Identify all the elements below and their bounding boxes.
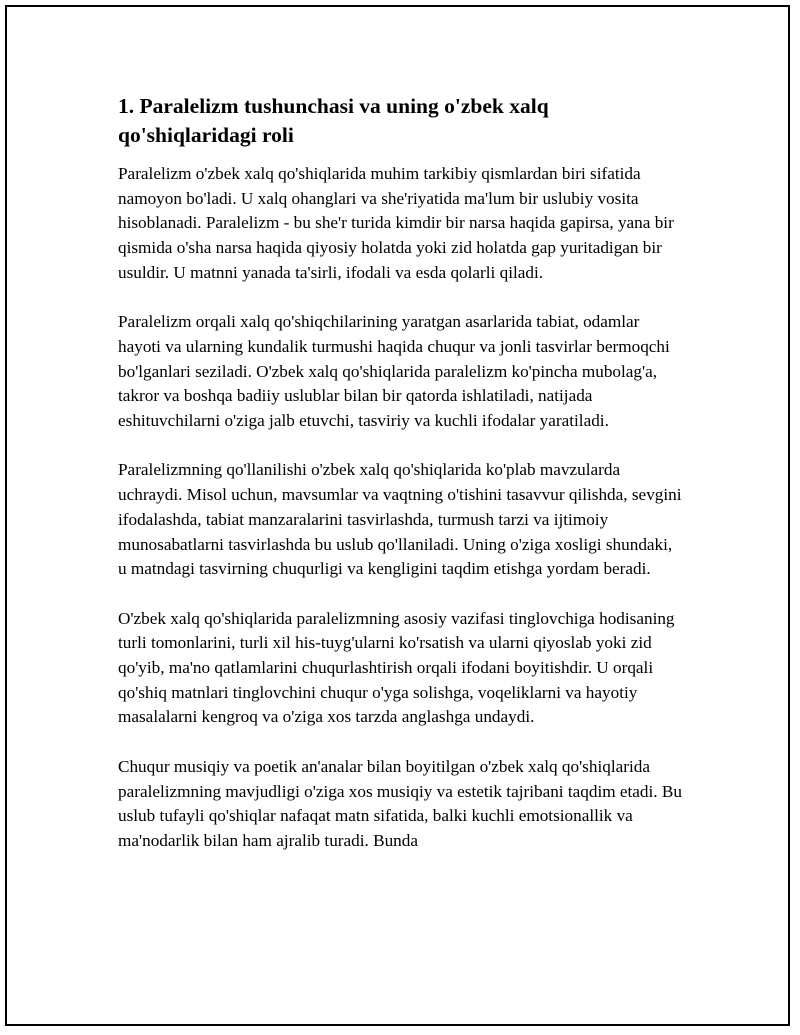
paragraph-3: Paralelizmning qo'llanilishi o'zbek xalq qo'shiqlarida ko'plab mavzularda uchraydi. Misol uchun, mavsumlar va vaqtning o'tishini tasavvur qilishda, sevgini ifodalashda, tabiat manzaralarini tasvirlashda, turmush tarzi va ijtimoiy munosabatlarni tasvirlashda bu uslub qo'llaniladi. Uning o'ziga xosligi shundaki, u matndagi tasvirning chuqurligi va kengligini taqdim etishga yordam beradi. [118, 460, 682, 579]
section-title: 1. Paralelizm tushunchasi va uning o'zbek xalq qo'shiqlaridagi roli [118, 94, 549, 147]
paragraph-1: Paralelizm o'zbek xalq qo'shiqlarida muhim tarkibiy qismlardan biri sifatida namoyon bo'ladi. U xalq ohanglari va she'riyatida ma'lum bir uslubiy vosita hisoblanadi. Paralelizm - bu she'r turida kimdir bir narsa haqida gapirsa, yana bir qismida o'sha narsa haqida qiyosiy holatda yoki zid holatda gap yuritadigan bir usuldir. U matnni yanada ta'sirli, ifodali va esda qolarli qiladi. [118, 164, 674, 282]
document-body [118, 92, 684, 878]
paragraph-4: O'zbek xalq qo'shiqlarida paralelizmning asosiy vazifasi tinglovchiga hodisaning turli tomonlarini, turli xil his-tuyg'ularni ko'rsatish va ularni qiyoslab yoki zid qo'yib, ma'no qatlamlarini chuqurlashtirish orqali ifodani boyitishdir. U orqali qo'shiq matnlari tinglovchini chuqur o'yga solishga, voqeliklarni va hayotiy masalalarni kengroq va o'ziga xos tarzda anglashga undaydi. [118, 608, 675, 727]
paragraph-5: Chuqur musiqiy va poetik an'analar bilan boyitilgan o'zbek xalq qo'shiqlarida paralelizmning mavjudligi o'ziga xos musiqiy va estetik tajribani taqdim etadi. Bu uslub tufayli qo'shiqlar nafaqat matn sifatida, balki kuchli emotsionallik va ma'nodarlik bilan ham ajralib turadi. Bunda [118, 756, 682, 850]
paragraph-2: Paralelizm orqali xalq qo'shiqchilarining yaratgan asarlarida tabiat, odamlar hayoti va ularning kundalik turmushi haqida chuqur va jonli tasvirlar bermoqchi bo'lganlari seziladi. O'zbek xalq qo'shiqlarida paralelizm ko'pincha mubolag'a, takror va boshqa badiiy uslublar bilan bir qatorda ishlatiladi, natijada eshituvchilarni o'ziga jalb etuvchi, tasviriy va kuchli ifodalar yaratiladi. [118, 312, 670, 431]
